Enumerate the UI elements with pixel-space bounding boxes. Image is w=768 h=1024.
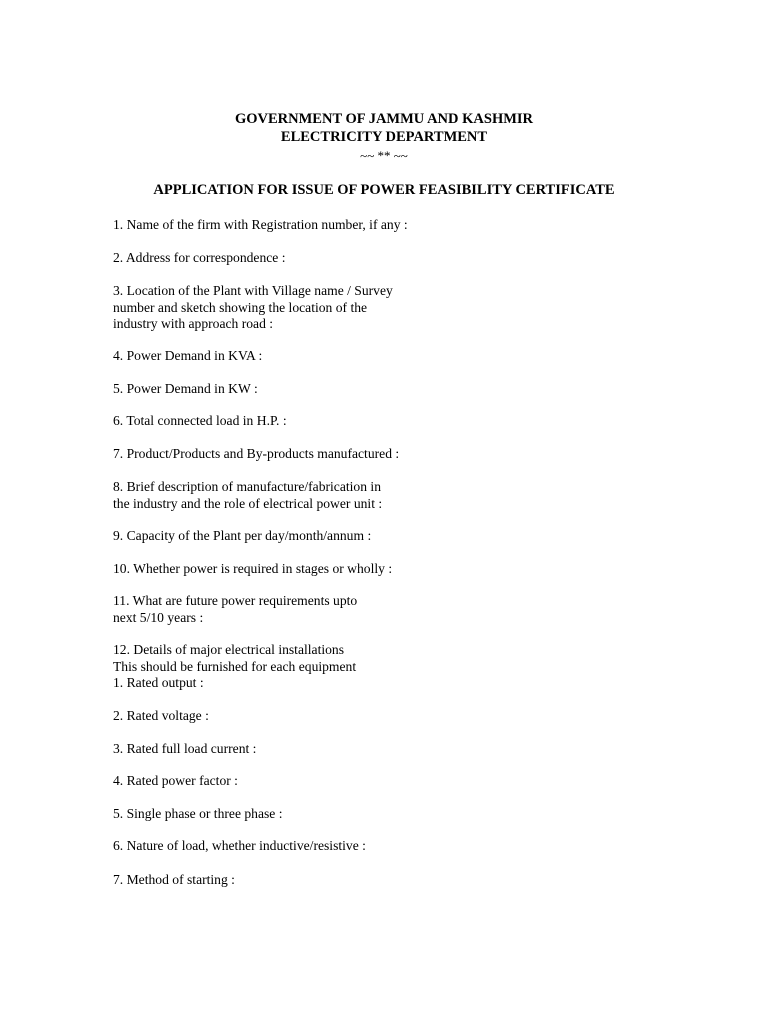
form-item-rated-current [113,741,256,758]
heading-separator: ~~ ** ~~ [360,148,408,163]
government-heading: GOVERNMENT OF JAMMU AND KASHMIR [234,111,534,127]
item-text: the industry and the role of electrical power unit : [113,495,383,511]
form-title: APPLICATION FOR ISSUE OF POWER FEASIBILITY CERTIFICATE [153,182,615,198]
form-item-connected-load [113,413,287,430]
item-text: next 5/10 years : [113,609,204,625]
item-text: 11. What are future power requirements upto [113,593,358,608]
item-text: 7. Product/Products and By-products manufactured : [113,446,400,461]
item-text: 10. Whether power is required in stages or wholly : [113,561,393,576]
form-item-future-requirements [113,593,357,626]
item-text: 5. Single phase or three phase : [113,806,283,821]
item-text: 3. Location of the Plant with Village name / Survey [113,283,393,298]
form-item-demand-kw [113,381,258,398]
form-item-load-nature [113,838,366,855]
form-item-products [113,446,399,463]
form-item-starting-method [113,872,235,889]
item-text: 1. Rated output : [113,675,204,691]
item-text: 4. Rated power factor : [113,773,238,788]
item-text: 12. Details of major electrical installations [113,642,345,657]
item-text: 8. Brief description of manufacture/fabrication in [113,479,381,494]
form-item-plant-location [113,283,393,333]
item-text: 2. Rated voltage : [113,708,209,723]
item-text: 7. Method of starting : [113,872,235,887]
item-text: This should be furnished for each equipment [113,658,357,674]
item-text: 3. Rated full load current : [113,741,257,756]
department-heading: ELECTRICITY DEPARTMENT [280,129,488,145]
form-item-plant-capacity [113,528,371,545]
item-text: industry with approach road : [113,316,274,332]
item-text: 6. Total connected load in H.P. : [113,413,287,428]
item-text: 5. Power Demand in KW : [113,381,258,396]
form-item-manufacture-description [113,479,382,512]
form-item-power-stages [113,561,392,578]
item-text: 2. Address for correspondence : [113,250,286,265]
form-item-rated-voltage [113,708,209,725]
item-text: number and sketch showing the location of the [113,299,368,315]
item-text: 1. Name of the firm with Registration number, if any : [113,217,408,232]
form-item-firm-name [113,217,408,234]
item-text: 6. Nature of load, whether inductive/resistive : [113,838,366,853]
form-item-power-factor [113,773,238,790]
item-text: 9. Capacity of the Plant per day/month/annum : [113,528,372,543]
form-item-demand-kva [113,348,262,365]
form-item-electrical-installations [113,642,356,692]
form-item-phase [113,806,283,823]
form-item-address [113,250,286,267]
item-text: 4. Power Demand in KVA : [113,348,263,363]
